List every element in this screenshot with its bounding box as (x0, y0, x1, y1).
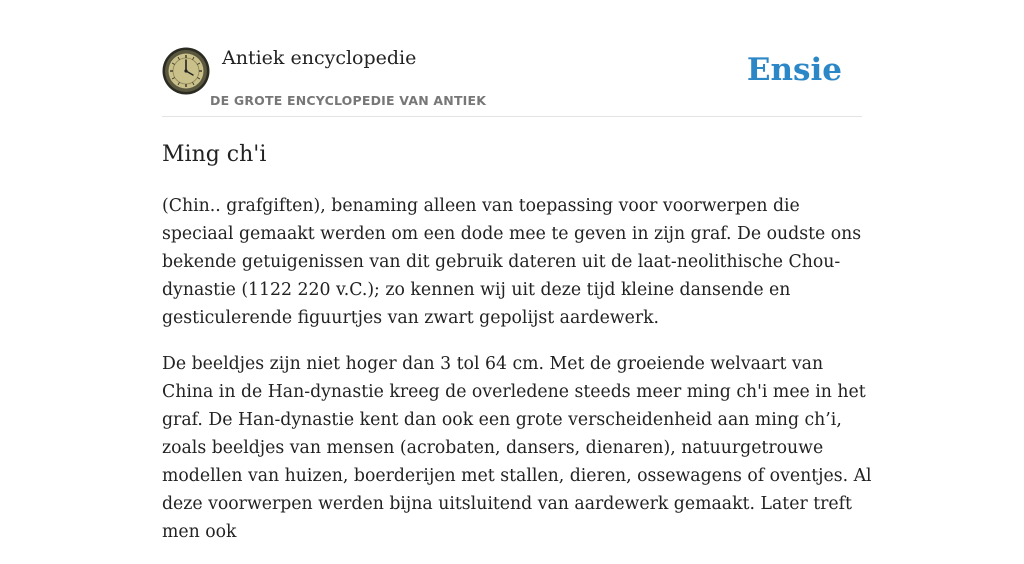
site-header (162, 0, 862, 117)
article-paragraph: De beeldjes zijn niet hoger dan 3 tol 64 cm. Met de groeiende welvaart van China in de Han-dynastie kreeg de overledene steeds meer ming ch'i mee in het graf. De Han-dynastie kent dan ook een grote verscheidenheid aan ming ch’i, zoals beeldjes van mensen (acrobaten, dansers, dienaren), natuurgetrouwe modellen van huizen, boerderijen met stallen, dieren, ossewagens of oventjes. Al deze voorwerpen werden bijna uitsluitend van aardewerk gemaakt. Later treft men ook (162, 354, 872, 542)
brand-logo[interactable]: Ensie (746, 52, 842, 88)
clock-icon[interactable] (162, 47, 210, 95)
article-body (162, 192, 874, 564)
article-paragraph: (Chin.. grafgiften), benaming alleen van toepassing voor voorwerpen die speciaal gemaakt werden om een dode mee te geven in zijn graf. De oudste ons bekende getuigenissen van dit gebruik dateren uit de laat-neolithische Chou-dynastie (1122 220 v.C.); zo kennen wij uit deze tijd kleine dansende en gesticulerende figuurtjes van zwart gepolijst aardewerk. (162, 196, 862, 328)
article-title: Ming ch'i (162, 142, 267, 167)
site-name[interactable]: Antiek encyclopedie (222, 47, 417, 69)
site-tagline: DE GROTE ENCYCLOPEDIE VAN ANTIEK (210, 93, 487, 108)
